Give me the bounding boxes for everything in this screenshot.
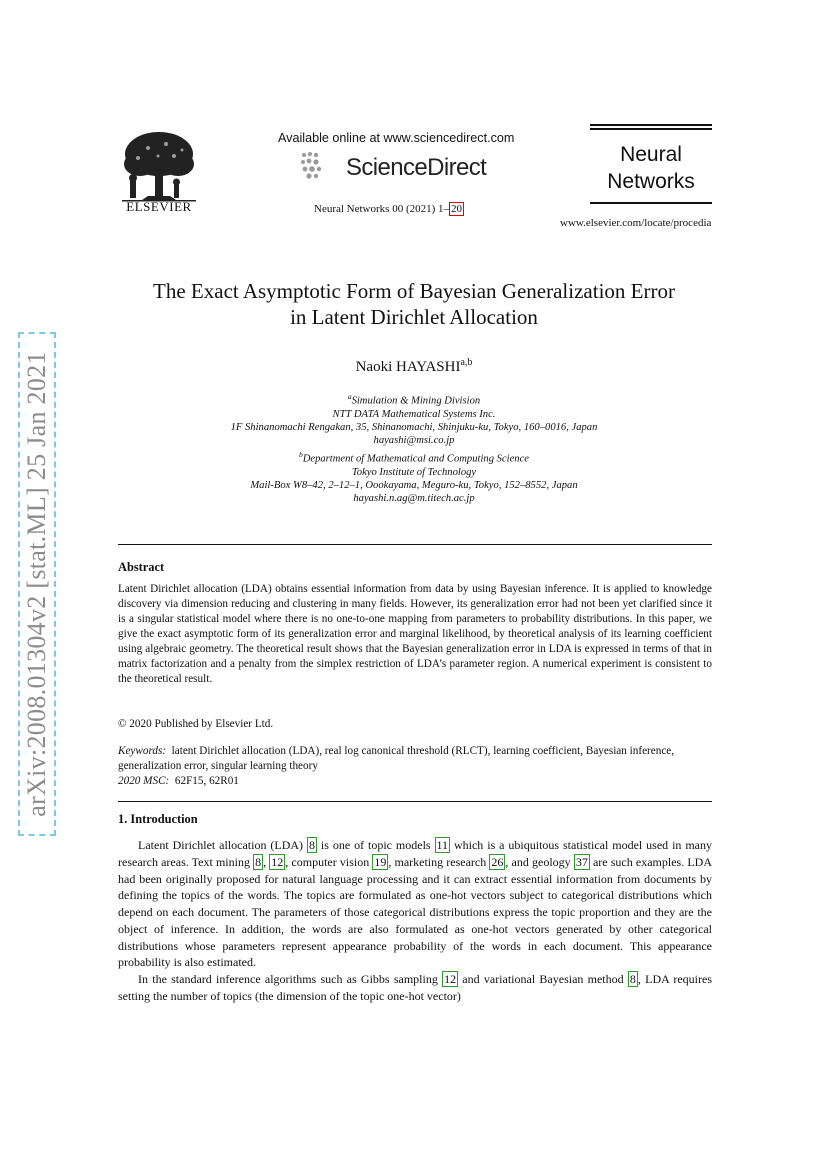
journal-title: [590, 141, 712, 195]
affil-b-line1: [80, 448, 748, 466]
citation-link[interactable]: 8: [308, 838, 315, 852]
journal-url[interactable]: www.elsevier.com/locate/procedia: [560, 217, 712, 229]
available-online-text: Available online at www.sciencedirect.com: [278, 131, 515, 145]
affil-a-line1: [80, 390, 748, 408]
introduction-body: [118, 837, 712, 1005]
paragraph-text: , and geology: [505, 854, 574, 869]
paragraph-text: , marketing research: [388, 854, 490, 869]
paragraph-text: In the standard inference algorithms such as Gibbs sampling: [138, 972, 443, 986]
journal-citation-line: [314, 203, 464, 215]
author-line: [80, 357, 748, 376]
affil-b-line3: Mail-Box W8–42, 2–12–1, Oookayama, Meguro-ku, Tokyo, 152–8552, Japan: [250, 479, 578, 491]
abstract-heading: Abstract: [118, 560, 165, 574]
affil-a-line2: NTT DATA Mathematical Systems Inc.: [332, 408, 496, 420]
publisher-name: ELSEVIER: [126, 199, 192, 214]
paper-title-line1: The Exact Asymptotic Form of Bayesian Generalization Error: [153, 279, 675, 303]
citation-link[interactable]: 12: [444, 972, 457, 986]
abstract-body: Latent Dirichlet allocation (LDA) obtains essential information from data by using Bayesian inference. It is applied to knowledge discovery via dimension reducing and clustering in many fields. However, its generalization error had not been yet clarified since it is a singular statistical model where there is no one-to-one mapping from parameters to probability distributions. In this paper, we give the exact asymptotic form of its generalization error and marginal likelihood, by theoretical analysis of its learning coefficient using algebraic geometry. The theoretical result shows that the Bayesian generalization error in LDA is expressed in terms of that in matrix factorization and a penalty from the simplex restriction of LDA’s parameter region. A numerical experiment is consistent to the theoretical result.: [118, 583, 712, 686]
paragraph-text: and variational Bayesian method: [458, 972, 628, 986]
citation-link[interactable]: 37: [575, 854, 588, 869]
paragraph-text: which is a ubiquitous statistical model used in many research areas. Text mining: [118, 838, 713, 869]
sciencedirect-dots-icon: [300, 151, 322, 181]
copyright-notice: © 2020 Published by Elsevier Ltd.: [118, 718, 274, 730]
sciencedirect-wordmark: ScienceDirect: [346, 154, 487, 181]
msc-codes: 62F15, 62R01: [174, 775, 239, 787]
citation-link[interactable]: 12: [271, 854, 284, 869]
affil-a-mark: a: [347, 392, 352, 401]
abstract-top-rule: [118, 544, 712, 545]
affil-a-email[interactable]: hayashi@msi.co.jp: [373, 435, 455, 447]
affil-b-email[interactable]: hayashi.n.ag@m.titech.ac.jp: [353, 493, 475, 505]
keywords-list: latent Dirichlet allocation (LDA), real log canonical threshold (RLCT), learning coefficient, Bayesian inference, generalization error, singular learning theory: [118, 745, 675, 772]
journal-title-line1: Neural: [620, 143, 682, 166]
msc-line: [118, 774, 712, 789]
paragraph-text: , computer vision: [285, 854, 373, 869]
section-heading-introduction: 1. Introduction: [118, 812, 198, 826]
affil-b-department: Department of Mathematical and Computing Science: [302, 453, 529, 465]
paper-title: [80, 278, 748, 330]
paragraph-text: ,: [263, 854, 270, 869]
paper-title-line2: in Latent Dirichlet Allocation: [290, 305, 538, 329]
citation-link[interactable]: 11: [436, 838, 449, 852]
keywords-line: [118, 744, 712, 774]
citation-link[interactable]: 19: [374, 854, 387, 869]
affil-a-division: Simulation & Mining Division: [351, 395, 481, 407]
msc-label: 2020 MSC:: [118, 775, 170, 787]
abstract-bottom-rule: [118, 801, 712, 802]
intro-paragraph-1: [118, 837, 712, 971]
intro-paragraph-2: [118, 971, 712, 1005]
affiliations: [80, 390, 748, 505]
keywords-block: [118, 744, 712, 789]
author-name: Naoki HAYASHI: [355, 359, 461, 375]
keywords-label: Keywords:: [118, 745, 167, 757]
paragraph-text: , LDA requires setting the number of topics (the dimension of the topic one-hot vector): [118, 972, 712, 1003]
paragraph-text: Latent Dirichlet allocation (LDA): [138, 838, 307, 852]
citation-link[interactable]: 26: [491, 854, 504, 869]
affil-b-line2: Tokyo Institute of Technology: [351, 466, 477, 478]
page-count-link[interactable]: 20: [451, 203, 463, 215]
affil-b-mark: b: [298, 449, 303, 459]
journal-title-line2: Networks: [607, 170, 695, 193]
citation-link[interactable]: 8: [629, 972, 636, 986]
journal-title-box: [590, 124, 712, 206]
author-affil-marks: a,b: [460, 357, 473, 368]
citation-link[interactable]: 8: [255, 854, 262, 869]
journal-line-prefix: Neural Networks 00 (2021) 1–: [314, 203, 450, 215]
paragraph-text: are such examples. LDA had been originally proposed for natural language processing and it can extract essential information from documents by defining the topics of the words. The topics are formulated as one-hot vectors subject to categorical distributions which depend on each document. The parameters of those categorical distributions express the topic proportion and they are the object of inference. In addition, the words are also formulated as one-hot vectors generated by other categorical distributions whose parameters represent appearance probability of the words in each document. This appearance probability is also estimated.: [118, 854, 712, 970]
affil-a-line3: 1F Shinanomachi Rengakan, 35, Shinanomachi, Shinjuku-ku, Tokyo, 160–0016, Japan: [230, 422, 598, 434]
paragraph-text: is one of topic models: [316, 838, 435, 852]
arxiv-identifier[interactable]: arXiv:2008.01304v2 [stat.ML] 25 Jan 2021: [22, 351, 51, 817]
arxiv-identifier-stamp: [18, 332, 56, 836]
